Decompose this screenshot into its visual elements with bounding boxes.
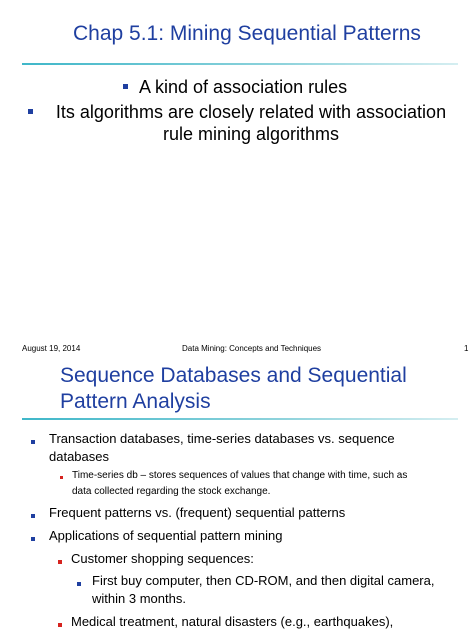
bullet-square-icon <box>31 537 35 541</box>
bullet-square-icon <box>77 582 81 586</box>
list-item: Applications of sequential pattern mining <box>49 528 283 543</box>
bullet-square-icon <box>123 84 128 89</box>
bullet-square-icon <box>58 560 62 564</box>
title-divider <box>22 63 458 65</box>
footer-title: Data Mining: Concepts and Techniques <box>182 344 322 353</box>
page-number: 1 <box>464 344 469 353</box>
list-item: Transaction databases, time-series databases vs. sequence <box>49 431 395 446</box>
list-item: data collected regarding the stock exchange. <box>72 486 271 497</box>
bullet-square-icon <box>31 440 35 444</box>
bullet-square-icon <box>60 476 63 479</box>
slide-2 <box>0 358 474 632</box>
list-item: First buy computer, then CD-ROM, and then digital camera, <box>92 573 435 588</box>
title-line: Pattern Analysis <box>60 390 211 413</box>
slide-1-title: Chap 5.1: Mining Sequential Patterns <box>73 22 421 45</box>
slide-2-title <box>60 363 460 415</box>
title-divider <box>22 418 458 420</box>
bullet-text: Its algorithms are closely related with association rule mining algorithms <box>55 102 447 144</box>
bullet-square-icon <box>58 623 62 627</box>
bullet-text: A kind of association rules <box>139 77 348 97</box>
bullet-square-icon <box>31 514 35 518</box>
list-item: Time-series db – stores sequences of values that change with time, such as <box>72 470 408 481</box>
bullet-square-icon <box>28 109 33 114</box>
list-item: Frequent patterns vs. (frequent) sequential patterns <box>49 505 346 520</box>
list-item: Medical treatment, natural disasters (e.g., earthquakes), <box>71 614 394 629</box>
list-item: within 3 months. <box>92 591 186 606</box>
list-item: databases <box>49 449 109 464</box>
list-item: Customer shopping sequences: <box>71 551 254 566</box>
title-line: Sequence Databases and Sequential <box>60 364 407 387</box>
footer-date: August 19, 2014 <box>22 344 81 353</box>
